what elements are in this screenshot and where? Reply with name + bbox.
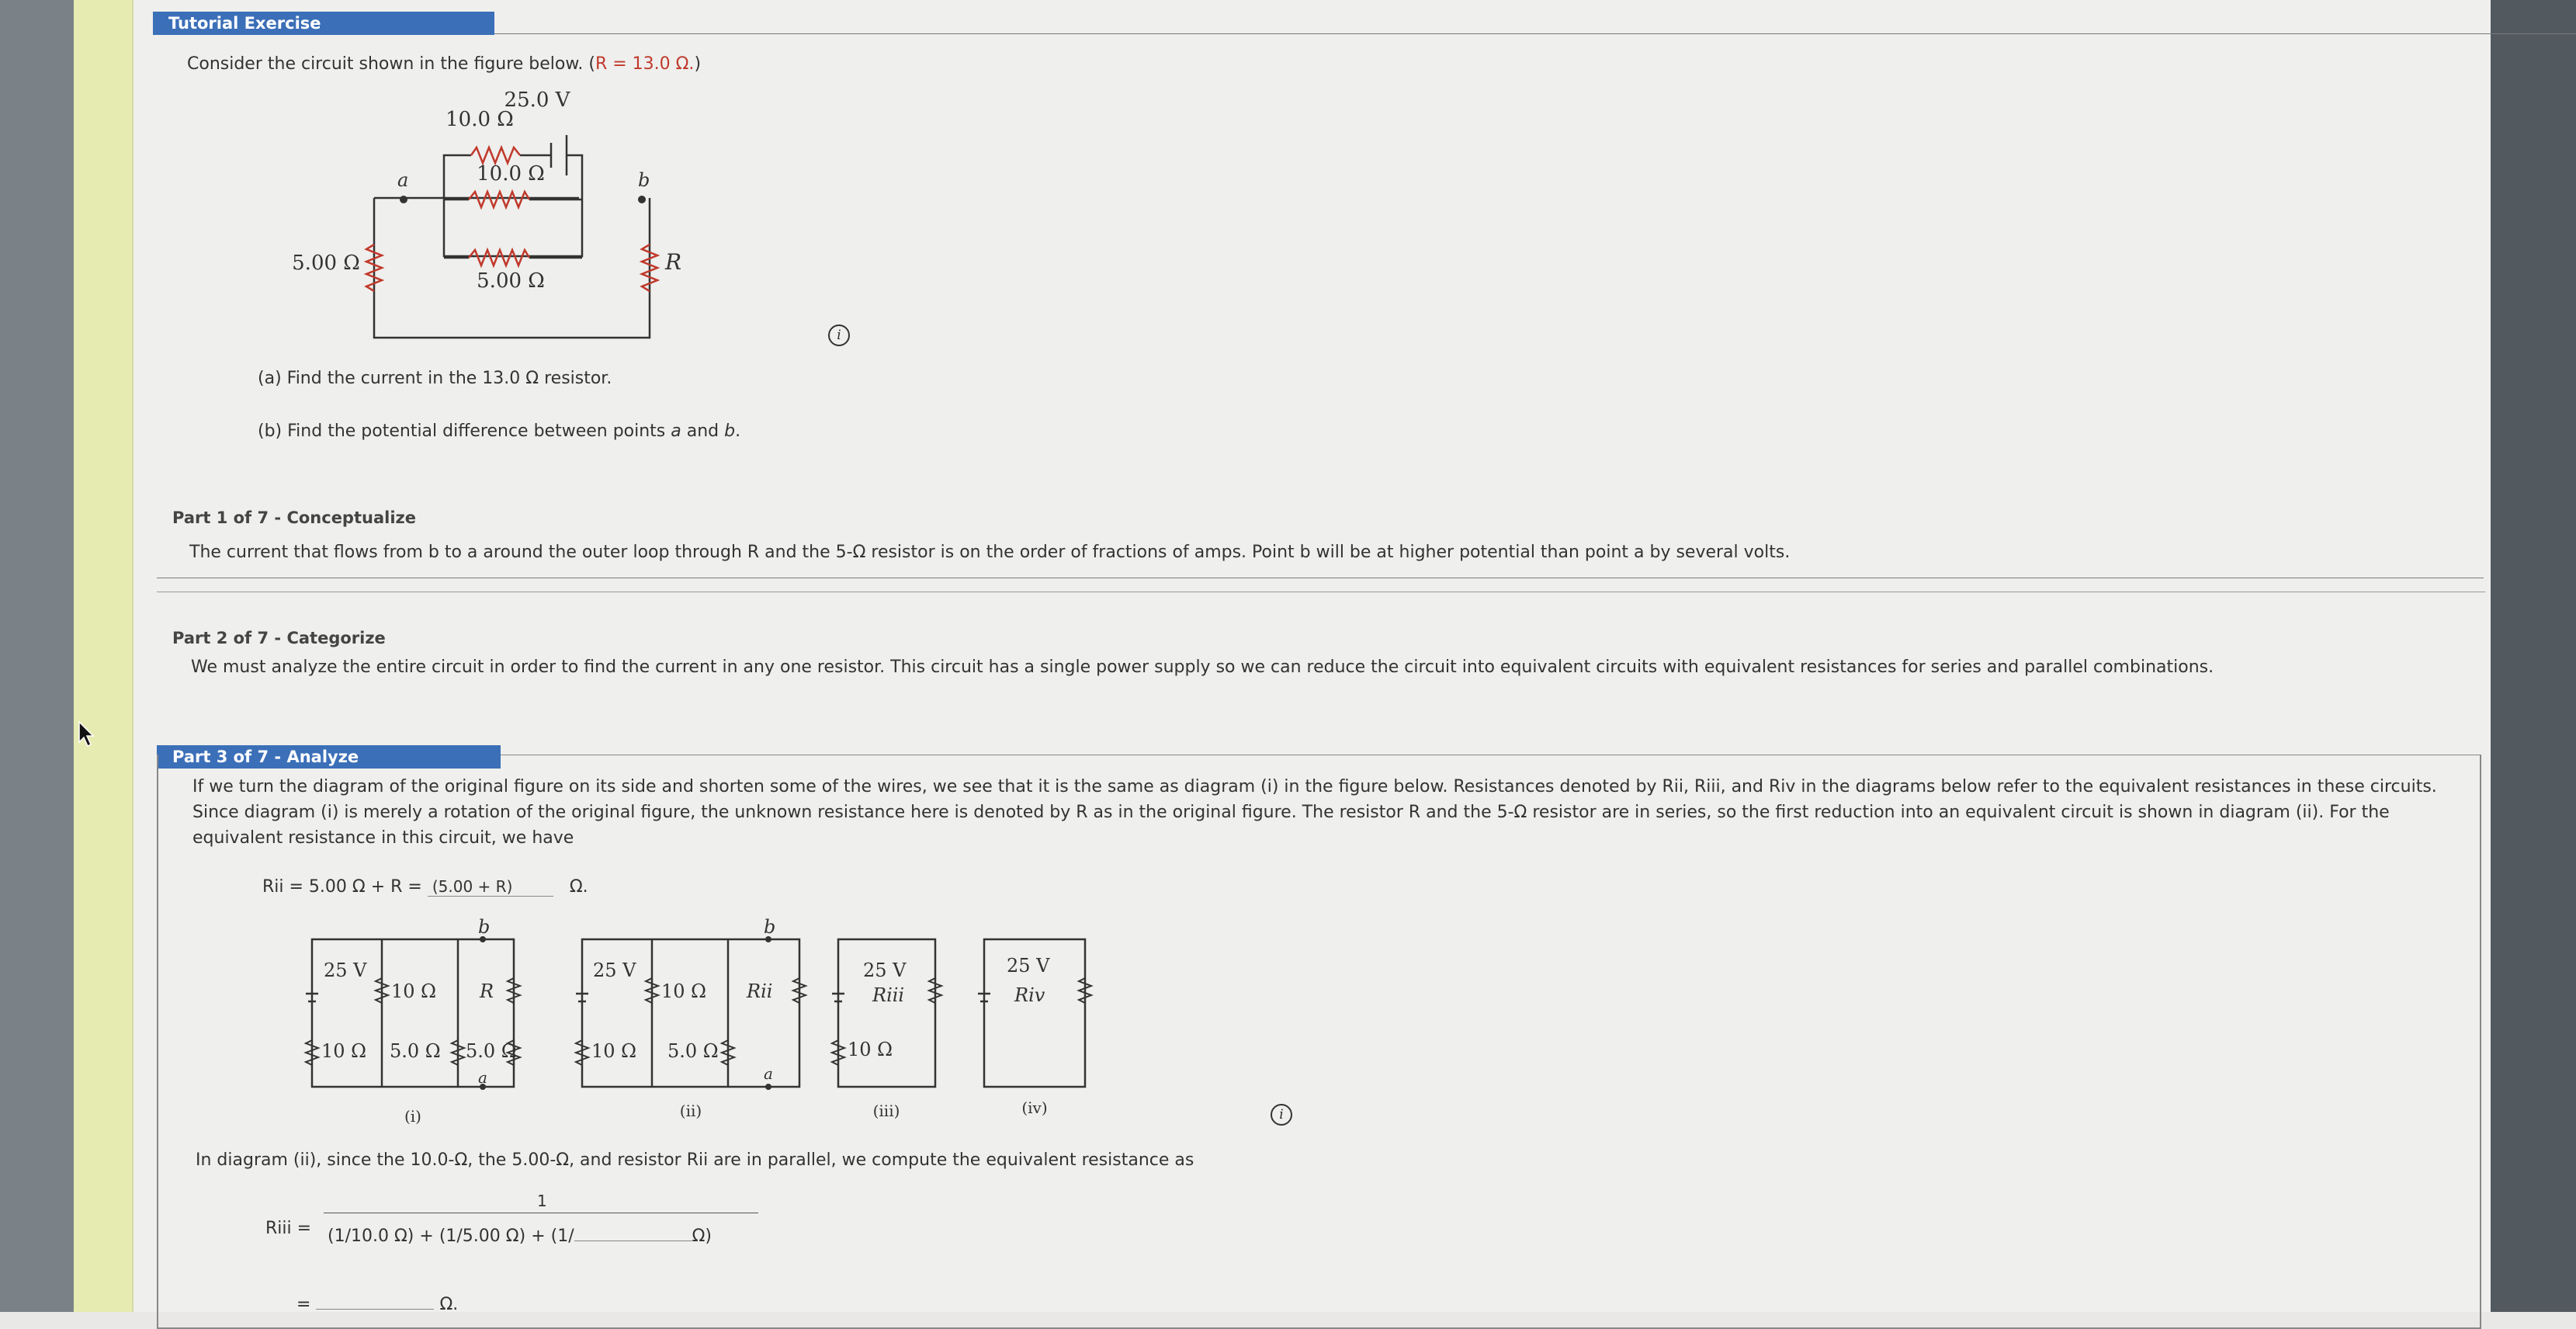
battery-symbol	[551, 135, 567, 175]
part3-para-line2: Since diagram (i) is merely a rotation of the original figure, the unknown resistance here is denoted by R as in the original figure. The resistor R and the 5-Ω resistor are in series, so the first reduction into an equivalent circuit is shown in diagram (ii). For the	[192, 803, 2390, 822]
screen-bezel-right	[2491, 0, 2576, 1312]
dia-iv-Riv: Riv	[1014, 984, 1045, 1006]
node-b	[638, 196, 646, 203]
resistor-middle	[469, 192, 529, 207]
resistor-left-label: 5.00 Ω	[292, 252, 360, 275]
header-rule	[494, 33, 2576, 34]
dia-ii-emf: 25 V	[593, 959, 636, 981]
dia-label-ii: (ii)	[679, 1102, 702, 1120]
dia-ii-r10: 10 Ω	[661, 980, 707, 1002]
intro-text: Consider the circuit shown in the figure below. (R = 13.0 Ω.)	[187, 54, 702, 74]
dia-ii-Rii: Rii	[747, 980, 773, 1002]
outer-wire	[374, 198, 650, 338]
r-value: R = 13.0 Ω.	[595, 54, 695, 74]
dia-i-R: R	[480, 980, 494, 1002]
dia-label-i: (i)	[404, 1107, 422, 1126]
eq2-denominator: (1/10.0 Ω) + (1/5.00 Ω) + (1/ Ω)	[328, 1227, 712, 1246]
dia-i-r10: 10 Ω	[391, 980, 437, 1002]
emf-label: 25.0 V	[504, 88, 570, 112]
dia-label-iv: (iv)	[1021, 1098, 1048, 1117]
dia-ii-r10b: 10 Ω	[591, 1040, 637, 1062]
part3-title: Part 3 of 7 - Analyze	[172, 748, 359, 766]
question-a: (a) Find the current in the 13.0 Ω resistor.	[258, 369, 612, 388]
resistor-bottom	[469, 250, 529, 265]
screen-bezel-left	[0, 0, 74, 1312]
eq1-left: Rii = 5.00 Ω + R =	[262, 877, 428, 897]
circuit-figure	[273, 85, 816, 349]
part1-title: Part 1 of 7 - Conceptualize	[172, 508, 416, 527]
tutorial-exercise-title: Tutorial Exercise	[168, 14, 321, 33]
eq1-row	[262, 877, 588, 897]
dia-i-b: b	[478, 916, 491, 938]
mouse-cursor-icon	[78, 720, 96, 748]
tutorial-exercise-header	[153, 12, 494, 35]
part3-para-line1: If we turn the diagram of the original figure on its side and shorten some of the wires, we see that it is the same as diagram (i) in the figure below. Resistances denoted by Rii, Riii, and Riv in the diagrams below refer to the equivalent resistances in these circuits.	[192, 777, 2437, 796]
dia-label-iii: (iii)	[872, 1102, 900, 1120]
question-b: (b) Find the potential difference between points a and b.	[258, 422, 741, 441]
dia-ii-a: a	[764, 1064, 773, 1083]
resistor-r-label: R	[665, 249, 682, 275]
left-margin-strip	[74, 0, 133, 1312]
eq2-numerator: 1	[537, 1192, 547, 1210]
dia-i-r5: 5.0 Ω	[390, 1040, 441, 1062]
dia-iv-emf: 25 V	[1007, 955, 1050, 977]
node-a	[400, 196, 407, 203]
dia-i-emf: 25 V	[324, 959, 367, 981]
dia-i-r5b: 5.0 Ω	[466, 1040, 517, 1062]
part2-title: Part 2 of 7 - Categorize	[172, 629, 386, 647]
resistor-middle-label: 10.0 Ω	[477, 162, 545, 186]
eq3-row: = Ω.	[296, 1295, 459, 1314]
info-icon[interactable]: i	[828, 324, 850, 346]
eq1-unit: Ω.	[569, 877, 588, 897]
dia-iii-emf: 25 V	[863, 959, 907, 981]
part2-text: We must analyze the entire circuit in order to find the current in any one resistor. This circuit has a single power supply so we can reduce the circuit into equivalent circuits with equivalent resistances for series and parallel combinations.	[191, 658, 2214, 677]
page-content	[133, 0, 2491, 1312]
rii-answer-field[interactable]: (5.00 + R)	[428, 877, 553, 897]
riii-answer-field[interactable]	[316, 1309, 434, 1310]
dia-iii-r10: 10 Ω	[848, 1039, 893, 1060]
dia-i-a: a	[478, 1068, 487, 1087]
reduction-diagrams	[289, 916, 1267, 1133]
resistor-bottom-label: 5.00 Ω	[477, 269, 545, 293]
dia-iii-Riii: Riii	[872, 984, 905, 1006]
dia-ii-r5: 5.0 Ω	[667, 1040, 719, 1062]
part3-para-line3: equivalent resistance in this circuit, we have	[192, 828, 574, 848]
eq2-left: Riii =	[265, 1219, 312, 1238]
dia-ii-b: b	[764, 916, 776, 938]
point-a-label: a	[397, 169, 409, 191]
resistor-top	[471, 147, 520, 163]
part3-para2: In diagram (ii), since the 10.0-Ω, the 5.00-Ω, and resistor Rii are in parallel, we compute the equivalent resistance as	[196, 1150, 1194, 1170]
info-icon-2[interactable]: i	[1271, 1104, 1292, 1126]
dia-i-r10b: 10 Ω	[321, 1040, 367, 1062]
point-b-label: b	[638, 169, 650, 191]
resistor-top-label: 10.0 Ω	[446, 108, 514, 131]
part1-text: The current that flows from b to a around the outer loop through R and the 5-Ω resistor is on the order of fractions of amps. Point b will be at higher potential than point a by several volts.	[189, 543, 1791, 562]
